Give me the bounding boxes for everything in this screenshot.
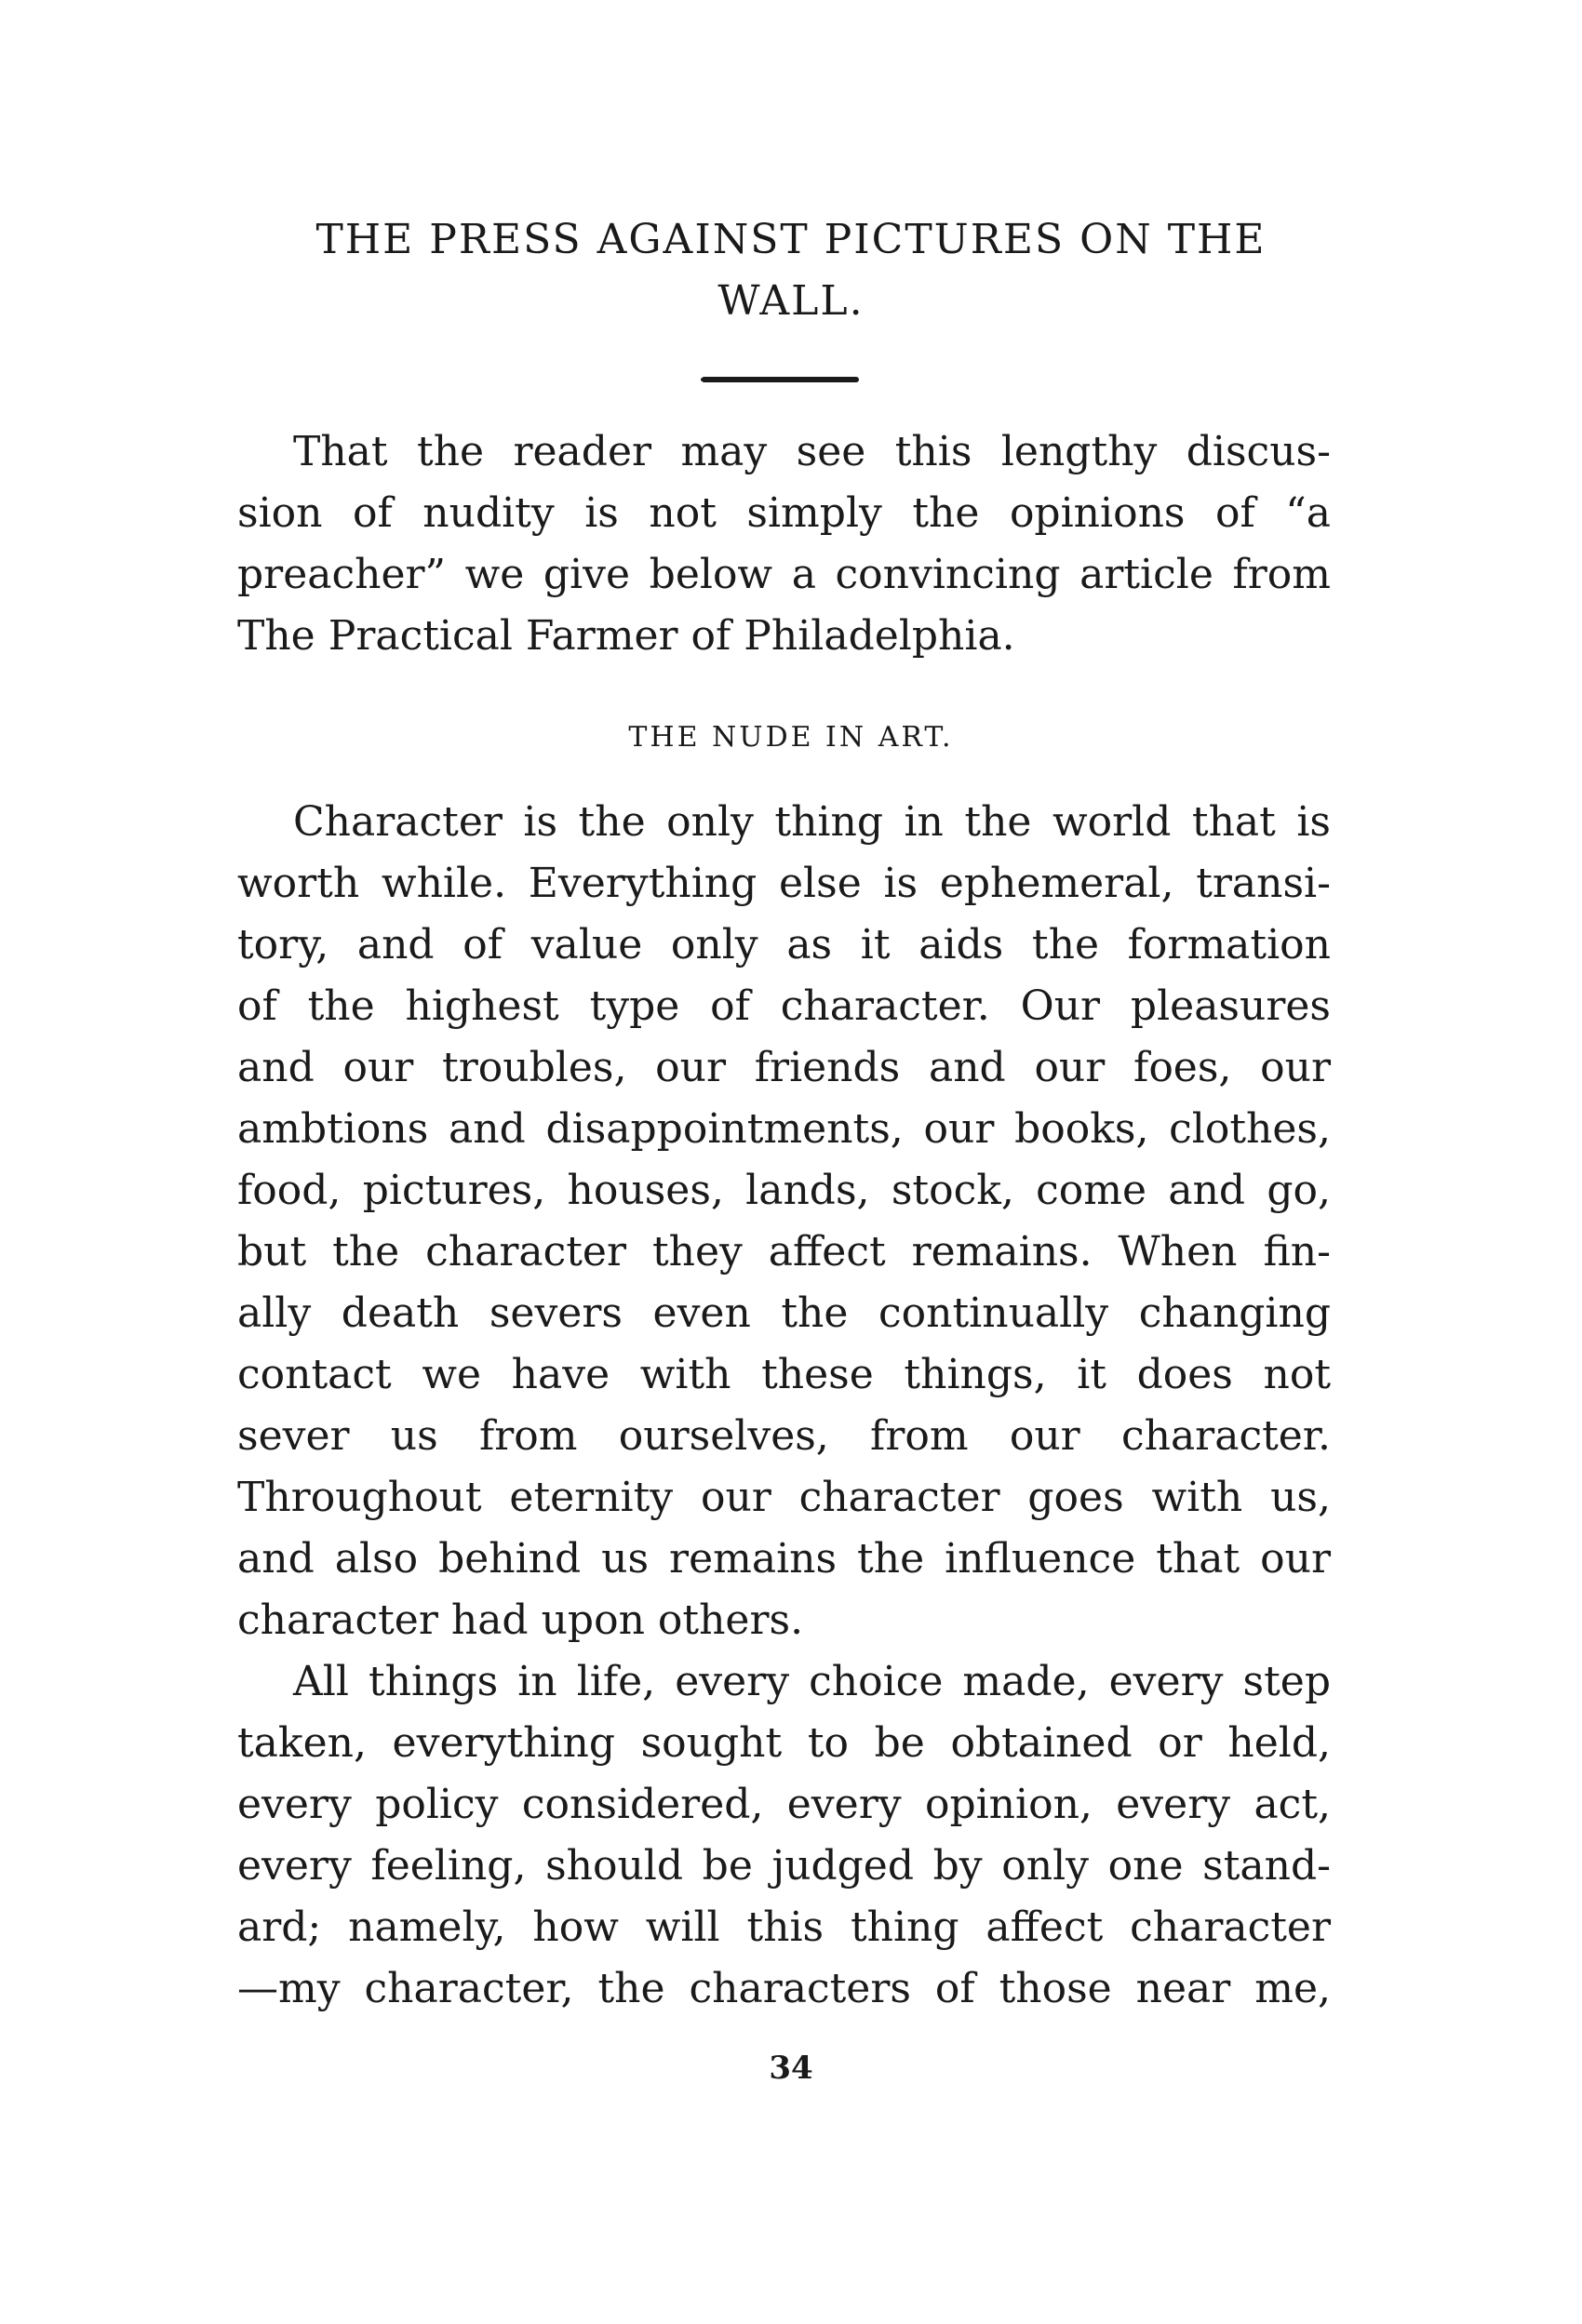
paragraph-1-line: food, pictures, houses, lands, stock, come and go, (237, 1167, 1331, 1214)
paragraph-1-line: Throughout eternity our character goes with us, (237, 1474, 1331, 1521)
paragraph-2-line: ard; namely, how will this thing affect character (237, 1903, 1331, 1951)
paragraph-2-line: every feeling, should be judged by only one stand- (237, 1842, 1331, 1890)
intro-line: preacher” we give below a convincing article from (237, 551, 1331, 598)
paragraph-1-line: tory, and of value only as it aids the formation (237, 921, 1331, 968)
paragraph-1-line: and our troubles, our friends and our foes, our (237, 1044, 1331, 1091)
paragraph-2-line: All things in life, every choice made, every step (293, 1658, 1331, 1705)
intro-line: That the reader may see this lengthy discus- (293, 428, 1331, 475)
paragraph-1-line: ally death severs even the continually changing (237, 1289, 1331, 1337)
paragraph-1-line: Character is the only thing in the world that is (293, 798, 1331, 846)
title-line-2: WALL. (717, 277, 865, 325)
paragraph-1-line: contact we have with these things, it does not (237, 1351, 1331, 1398)
paragraph-1-line: of the highest type of character. Our pleasures (237, 982, 1331, 1030)
paragraph-1-line: but the character they affect remains. When fin- (237, 1228, 1331, 1276)
intro-line: The Practical Farmer of Philadelphia. (237, 612, 1015, 660)
paragraph-1-line: worth while. Everything else is ephemeral, transi- (237, 860, 1331, 907)
paragraph-2-line: every policy considered, every opinion, every act, (237, 1781, 1331, 1828)
article-heading: THE NUDE IN ART. (628, 721, 954, 754)
paragraph-2-line: taken, everything sought to be obtained or held, (237, 1719, 1331, 1767)
title-line-1: THE PRESS AGAINST PICTURES ON THE (315, 216, 1267, 263)
paragraph-1-line: ambtions and disappointments, our books, clothes, (237, 1105, 1331, 1153)
paragraph-1-line: sever us from ourselves, from our character. (237, 1412, 1331, 1460)
paragraph-1-line: character had upon others. (237, 1596, 804, 1644)
paragraph-2-line: —my character, the characters of those near me, (237, 1965, 1331, 2012)
title-divider (703, 377, 856, 382)
page-number: 34 (769, 2050, 813, 2087)
intro-line: sion of nudity is not simply the opinions of “a (237, 489, 1331, 537)
paragraph-1-line: and also behind us remains the influence that our (237, 1535, 1331, 1583)
